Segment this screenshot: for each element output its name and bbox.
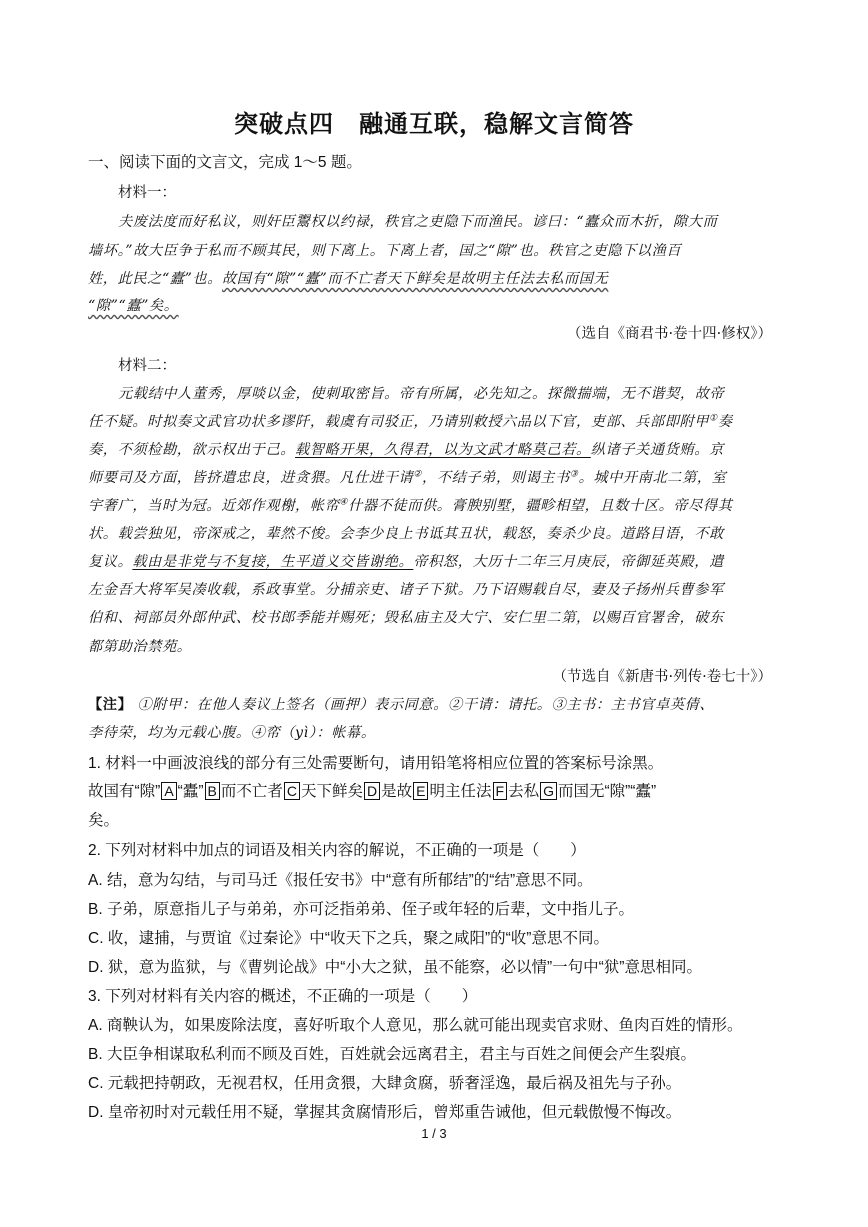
question-1-options — [88, 779, 778, 801]
question-2-option-c[interactable]: C. 收，逮捕，与贾谊《过秦论》中“收天下之兵，聚之咸阳”的“收”意思不同。 — [88, 930, 609, 947]
material2-label: 材料二： — [118, 358, 176, 374]
question-3-option-d[interactable]: D. 皇帝初时对元载任用不疑，掌握其贪腐情形后，曾郑重告诫他，但元载傲慢不悔改。 — [88, 1104, 682, 1121]
text-span: 师要司及方面，皆挤遣忠良，进贪猥。凡仕进干请 — [88, 470, 414, 486]
question-3-stem: 3. 下列对材料有关内容的概述，不正确的一项是（ ） — [88, 988, 478, 1005]
text-span: 而不亡者 — [220, 783, 283, 800]
text-span: 天下鲜矣 — [300, 783, 363, 800]
material2-line: 元载结中人董秀，厚啖以金，使刺取密旨。帝有所属，必先知之。探微揣端，无不谐契，故帝 — [118, 386, 725, 402]
question-2-option-b[interactable]: B. 子弟，原意指儿子与弟弟，亦可泛指弟弟、侄子或年轻的后辈，文中指儿子。 — [88, 901, 634, 918]
question-3-option-b[interactable]: B. 大臣争相谋取私利而不顾及百姓，百姓就会远离君主，君主与百姓之间便会产生裂痕。 — [88, 1046, 696, 1063]
material2-line — [88, 439, 778, 459]
text-span: 奏，不须检勘，欲示权出于己。 — [88, 442, 296, 458]
text-span: 故国有“隙” — [88, 783, 161, 800]
footnote-marker: ③ — [569, 469, 579, 480]
page-title: 突破点四 融通互联，稳解文言简答 — [234, 109, 634, 138]
wavy-underlined-text: “隙”“蠹”矣。 — [88, 298, 179, 314]
material1-line — [88, 295, 778, 315]
question-1-end: 矣。 — [88, 812, 120, 829]
note-label: 【注】 — [88, 697, 133, 713]
text-span: 。城中开南北二第，室 — [578, 470, 727, 486]
material2-line — [88, 467, 778, 487]
text-span: 而国无“隙”“蠹” — [557, 783, 657, 800]
section-heading: 一、阅读下面的文言文，完成 1～5 题。 — [88, 154, 362, 171]
question-2-option-a[interactable]: A. 结，意为勾结，与司马迁《报任安书》中“意有所郁结”的“结”意思不同。 — [88, 872, 593, 889]
text-span: 什器不徒而供。膏腴别墅，疆畛相望，且数十区。帝尽得其 — [348, 498, 733, 514]
question-3-option-a[interactable]: A. 商鞅认为，如果废除法度，喜好听取个人意见，那么就可能出现卖官求财、鱼肉百姓的情形。 — [88, 1017, 743, 1034]
material2-line: 伯和、祠部员外郎仲武、校书郎季能并赐死；毁私庙主及大宁、安仁里二第，以赐百官署舍，破东 — [88, 610, 724, 626]
material1-source: （选自《商君书·卷十四·修权》） — [567, 326, 772, 342]
text-span: 复议。 — [88, 554, 133, 570]
text-span: 帝积怒，大历十二年三月庚辰，帝御延英殿，遣 — [413, 554, 724, 570]
material2-source: （节选自《新唐书·列传·卷七十》） — [552, 669, 772, 685]
answer-mark-d[interactable]: D — [364, 782, 380, 800]
answer-mark-b[interactable]: B — [205, 782, 220, 800]
text-span: 任不疑。时拟奏文武官功状多谬阡，载虞有司驳正，乃请别敕授六品以下官，吏部、兵部即附甲 — [88, 414, 710, 430]
footnote-line: 李待荣，均为元载心腹。④帟（yì）：帐幕。 — [88, 725, 376, 741]
note-text: ①附甲：在他人奏议上签名（画押）表示同意。②干请：请托。③主书：主书官卓英倩、 — [137, 697, 715, 713]
material1-line: 夫废法度而好私议，则奸臣鬻权以约禄，秩官之吏隐下而渔民。谚曰：“蠹众而木折，隙大而 — [118, 214, 718, 230]
question-3-option-c[interactable]: C. 元载把持朝政，无视君权，任用贪猥，大肆贪腐，骄奢淫逸，最后祸及祖先与子孙。 — [88, 1075, 682, 1092]
material1-line — [88, 268, 778, 288]
text-span: “蠹” — [177, 783, 204, 800]
answer-mark-a[interactable]: A — [161, 782, 176, 800]
underlined-text: 载由是非党与不复接，生平道义交皆谢绝。 — [132, 554, 414, 570]
material2-line: 左金吾大将军吴凑收载，系政事堂。分捕亲吏、诸子下狱。乃下诏赐载自尽，妻及子扬州兵曹参军 — [88, 582, 724, 598]
material1-line: 墙坏。”故大臣争于私而不顾其民，则下离上。下离上者，国之“隙”也。秩官之吏隐下以渔百 — [88, 243, 682, 259]
material1-label: 材料一： — [118, 185, 176, 201]
text-span: ，不结子弟，则谒主书 — [422, 470, 570, 486]
text-span: 姓，此民之“蠹”也。 — [88, 271, 223, 287]
material2-line: 状。载尝独见，帝深戒之，辈然不悛。会李少良上书诋其丑状，载怒，奏杀少良。道路目语，不敢 — [88, 526, 724, 542]
footnote-line — [88, 694, 778, 714]
material2-line — [88, 495, 778, 515]
wavy-underlined-text: 故国有“隙”“蠹”而不亡者天下鲜矣是故明主任法去私而国无 — [222, 271, 609, 287]
answer-mark-f[interactable]: F — [493, 782, 508, 800]
question-1-stem: 1. 材料一中画波浪线的部分有三处需要断句，请用铅笔将相应位置的答案标号涂黑。 — [88, 755, 664, 772]
footnote-marker: ④ — [339, 497, 349, 508]
page-number: 1 / 3 — [421, 1126, 447, 1141]
text-span: 宇奢广，当时为冠。近郊作观榭，帐帟 — [88, 498, 340, 514]
question-2-stem: 2. 下列对材料中加点的词语及相关内容的解说，不正确的一项是（ ） — [88, 842, 586, 859]
footnote-marker: ① — [709, 413, 718, 424]
material2-line: 任不疑。时拟奏文武官功状多谬阡，载虞有司驳正，乃请别敕授六品以下官，吏部、兵部即附甲①奏 — [88, 413, 733, 430]
answer-mark-e[interactable]: E — [413, 782, 428, 800]
answer-mark-c[interactable]: C — [284, 782, 300, 800]
text-span: 是故 — [381, 783, 413, 800]
underlined-text: 载智略开果，久得君，以为文武才略莫己若。 — [295, 442, 591, 458]
text-span: 纵诸子关通货贿。京 — [590, 442, 724, 458]
material2-line — [88, 551, 778, 571]
material2-line: 都第助治禁苑。 — [88, 639, 192, 655]
text-span: 明主任法 — [429, 783, 492, 800]
answer-mark-g[interactable]: G — [540, 782, 557, 800]
footnote-marker: ② — [413, 469, 422, 480]
text-span: 去私 — [508, 783, 540, 800]
question-2-option-d[interactable]: D. 狱，意为监狱，与《曹刿论战》中“小大之狱，虽不能察，必以情”一句中“狱”意思相同。 — [88, 959, 702, 976]
